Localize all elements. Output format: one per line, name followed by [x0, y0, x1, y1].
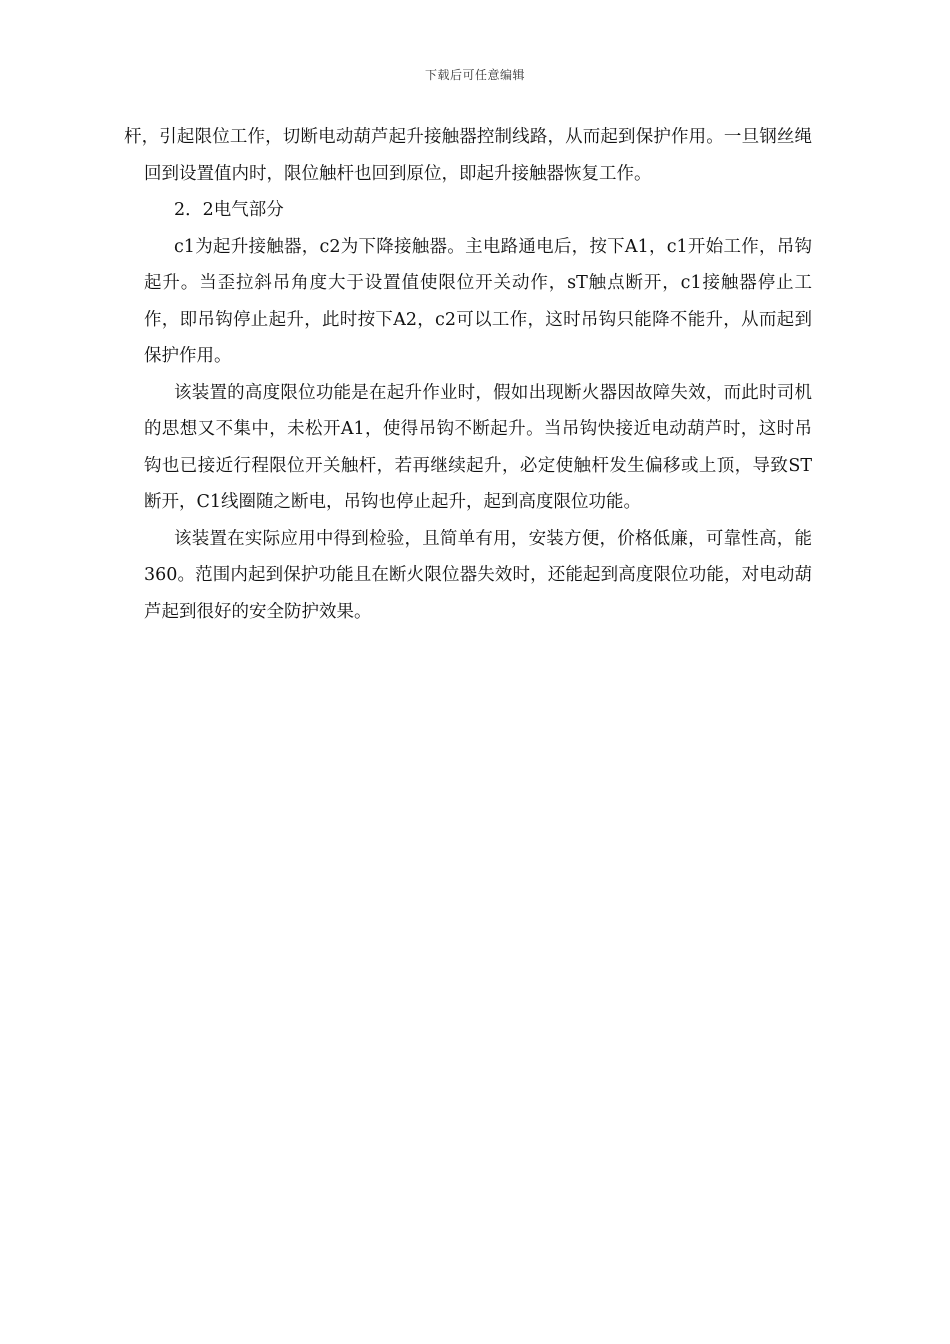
section-heading: 2．2电气部分 — [174, 200, 284, 220]
page-header: 下载后可任意编辑 — [424, 68, 525, 82]
document-body — [124, 119, 812, 630]
paragraph-height-limit: 该装置的高度限位功能是在起升作业时，假如出现断火器因故障失效，而此时司机的思想又不集中，未松开A1，使得吊钩不断起升。当吊钩快接近电动葫芦时，这时吊钩也已接近行程限位开关触杆，若再继续起升，必定使触杆发生偏移或上顶，导致ST断开，C1线圈随之断电，吊钩也停止起升，起到高度限位功能。 — [144, 382, 812, 512]
paragraph-conclusion: 该装置在实际应用中得到检验，且简单有用，安装方便，价格低廉，可靠性高，能360。范围内起到保护功能且在断火限位器失效时，还能起到高度限位功能，对电动葫芦起到很好的安全防护效果。 — [144, 528, 812, 622]
paragraph-electrical: c1为起升接触器，c2为下降接触器。主电路通电后，按下A1，c1开始工作，吊钩起升。当歪拉斜吊角度大于设置值使限位开关动作，sT触点断开，c1接触器停止工作，即吊钩停止起升，此时按下A2，c2可以工作，这时吊钩只能降不能升，从而起到保护作用。 — [144, 236, 812, 366]
paragraph-continuation: 杆，引起限位工作，切断电动葫芦起升接触器控制线路，从而起到保护作用。一旦钢丝绳回到设置值内时，限位触杆也回到原位，即起升接触器恢复工作。 — [124, 127, 812, 184]
